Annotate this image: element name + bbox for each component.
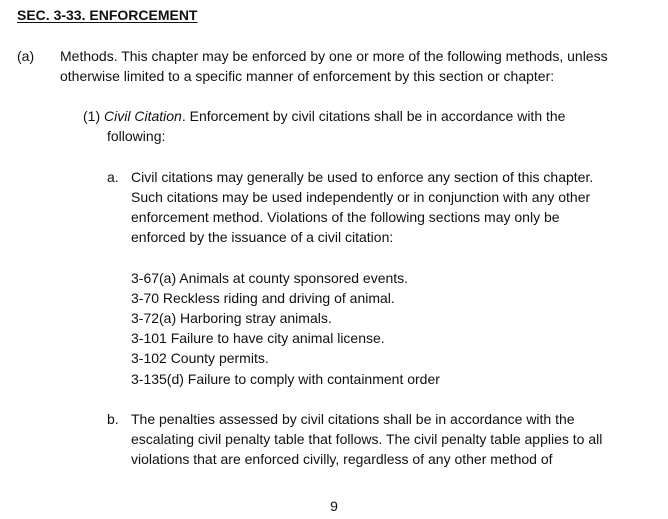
paragraph-line: Civil citations may generally be used to enforce any section of this chapter. — [131, 169, 594, 185]
section-list-item: 3-70 Reckless riding and driving of animal. — [131, 290, 395, 306]
item-1-line — [83, 106, 565, 126]
section-list-item: 3-67(a) Animals at county sponsored events. — [131, 270, 409, 286]
subsection-marker: (a) — [17, 48, 35, 64]
page-number: 9 — [330, 498, 338, 514]
paragraph-line: otherwise limited to a specific manner of enforcement by this section or chapter: — [60, 68, 555, 84]
paragraph-line: following: — [107, 128, 166, 144]
item-number: (1) — [83, 108, 101, 124]
section-list-item: 3-101 Failure to have city animal license. — [131, 330, 385, 346]
paragraph-line: The penalties assessed by civil citations shall be in accordance with the — [131, 411, 575, 427]
item-title: Civil Citation — [104, 108, 182, 124]
section-list-item: 3-72(a) Harboring stray animals. — [131, 310, 332, 326]
item-text: . Enforcement by civil citations shall be in accordance with the — [181, 108, 566, 124]
paragraph-line: violations that are enforced civilly, regardless of any other method of — [131, 451, 553, 467]
section-list-item: 3-102 County permits. — [131, 350, 269, 366]
section-list-item: 3-135(d) Failure to comply with containment order — [131, 371, 440, 387]
paragraph-line: escalating civil penalty table that follows. The civil penalty table applies to all — [131, 431, 603, 447]
section-heading: SEC. 3-33. ENFORCEMENT — [17, 7, 198, 23]
item-b-marker: b. — [107, 411, 119, 427]
paragraph-line: Methods. This chapter may be enforced by one or more of the following methods, unless — [60, 48, 608, 64]
item-a-marker: a. — [107, 169, 119, 185]
paragraph-line: enforcement method. Violations of the following sections may only be — [131, 209, 560, 225]
paragraph-line: enforced by the issuance of a civil citation: — [131, 229, 394, 245]
paragraph-line: Such citations may be used independently or in conjunction with any other — [131, 189, 591, 205]
